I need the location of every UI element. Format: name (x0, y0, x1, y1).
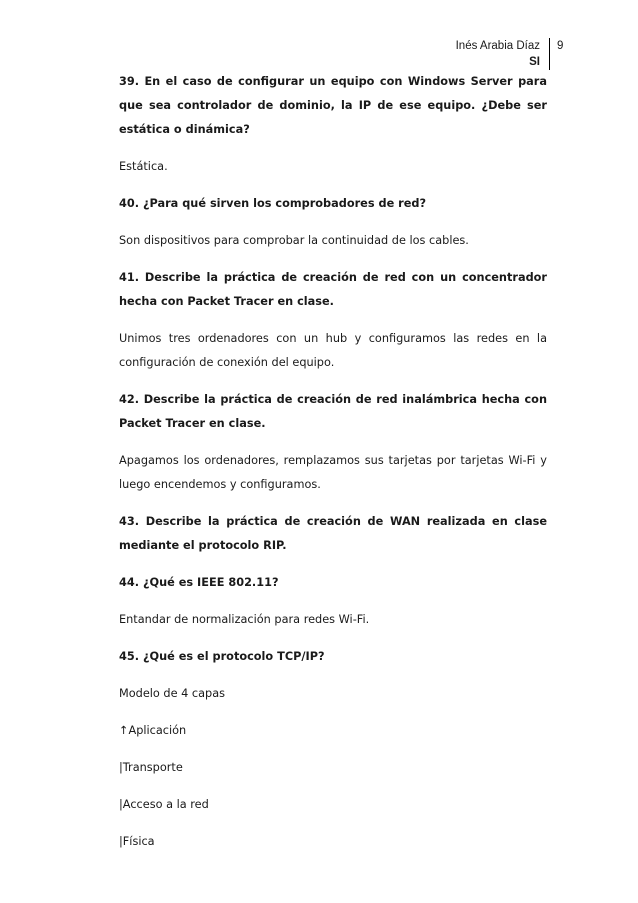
answer-44: Entandar de normalización para redes Wi-Fi. (119, 613, 370, 626)
answer-40: Son dispositivos para comprobar la continuidad de los cables. (119, 234, 469, 247)
layer-network-access: |Acceso a la red (119, 798, 209, 811)
question-44: 44. ¿Qué es IEEE 802.11? (119, 576, 279, 589)
layer-transport: |Transporte (119, 761, 183, 774)
page-number: 9 (557, 40, 564, 52)
page-content (119, 70, 547, 867)
question-45: 45. ¿Qué es el protocolo TCP/IP? (119, 650, 325, 663)
answer-41: Unimos tres ordenadores con un hub y configuramos las redes en la configuración de conexión del equipo. (119, 332, 547, 369)
answer-39: Estática. (119, 160, 168, 173)
question-41: 41. Describe la práctica de creación de red con un concentrador hecha con Packet Tracer en clase. (119, 271, 547, 308)
question-40: 40. ¿Para qué sirven los comprobadores de red? (119, 197, 427, 210)
question-39: 39. En el caso de configurar un equipo con Windows Server para que sea controlador de dominio, la IP de ese equipo. ¿Debe ser estática o dinámica? (119, 75, 547, 136)
question-43: 43. Describe la práctica de creación de WAN realizada en clase mediante el protocolo RIP. (119, 515, 547, 552)
header-author: Inés Arabia Díaz (455, 40, 540, 52)
page-header (456, 38, 550, 70)
answer-42: Apagamos los ordenadores, remplazamos sus tarjetas por tarjetas Wi-Fi y luego encendemos y configuramos. (119, 454, 547, 491)
layer-application: ↑Aplicación (119, 724, 187, 737)
answer-45-intro: Modelo de 4 capas (119, 687, 226, 700)
header-subject: SI (529, 56, 540, 68)
question-42: 42. Describe la práctica de creación de red inalámbrica hecha con Packet Tracer en clase. (119, 393, 547, 430)
layer-physical: |Física (119, 835, 155, 848)
